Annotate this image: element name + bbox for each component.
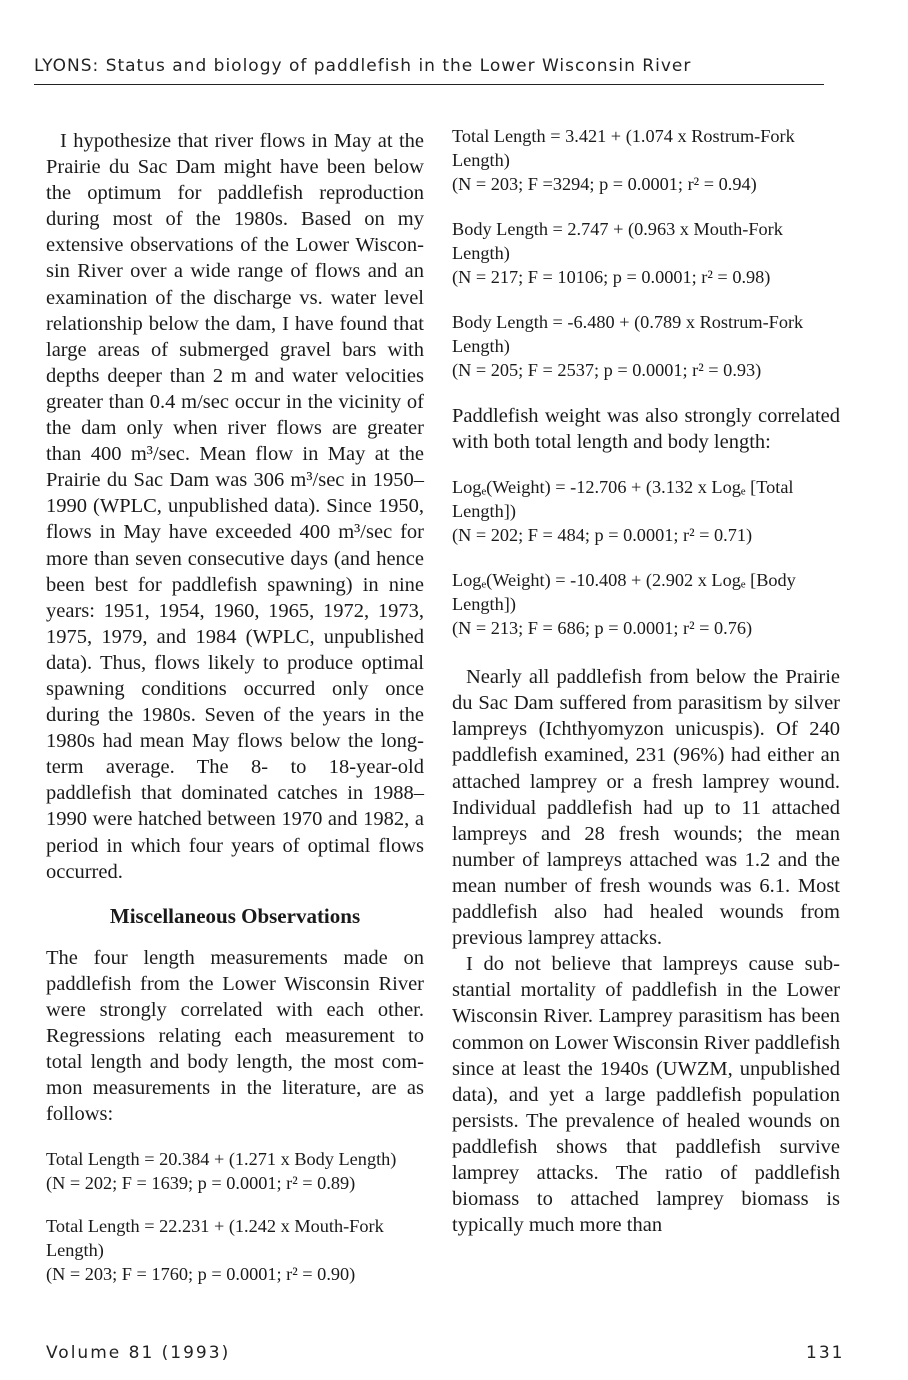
section-heading: Miscellaneous Observations (109, 903, 361, 928)
equation-formula: Logₑ(Weight) = -12.706 + (3.132 x Logₑ [Total Length]) (452, 477, 794, 522)
paragraph-flow-hypothesis: I hypothesize that river flows in May at the Prairie du Sac Dam might have been below the optimum for paddlefish reproduction during most of the 1980s. Based on my extensive observations of the Lower Wisconsin River over a wide range of flows and an examination of the discharge vs. water level relationship below the dam, I have found that large areas of submerged gravel bars with depths deeper than 2 m and water velocities greater than 0.4 m/sec occur in the vicinity of the dam only when river flows are greater than 400 m³/sec. Mean flow in May at the Prairie du Sac Dam was 306 m³/sec in 1950–1990 (WPLC, unpublished data). Since 1950, flows in May have exceeded 400 m³/sec for more than seven consecutive days (and hence been best for paddlefish spawning) in nine years: 1951, 1954, 1960, 1965, 1972, 1973, 1975, 1979, and 1984 (WPLC, unpublished data). Thus, flows likely to produce optimal spawning conditions occurred only once during the 1980s. Seven of the years in the 1980s had mean May flows below the long-term average. The 8- to 18-year-old paddlefish that dominated catches in 1988–1990 were hatched between 1970 and 1982, a period in which four years of optimal flows occurred. (46, 130, 424, 883)
equation-stats: (N = 202; F = 484; p = 0.0001; r² = 0.71) (452, 525, 753, 546)
equation-stats: (N = 203; F = 1760; p = 0.0001; r² = 0.90) (46, 1264, 356, 1285)
volume-footer: Volume 81 (1993) (46, 1343, 231, 1363)
regression-equation (452, 568, 840, 640)
equation-formula: Body Length = -6.480 + (0.789 x Rostrum-Fork Length) (452, 312, 804, 356)
regression-equation (452, 124, 840, 196)
equation-stats: (N = 217; F = 10106; p = 0.0001; r² = 0.98) (452, 267, 771, 287)
header-rule (34, 84, 824, 85)
equation-formula: Body Length = 2.747 + (0.963 x Mouth-Fork Length) (452, 219, 783, 263)
equation-stats: (N = 202; F = 1639; p = 0.0001; r² = 0.89) (46, 1173, 356, 1194)
running-head: LYONS: Status and biology of paddlefish in the Lower Wisconsin River (34, 56, 692, 76)
paragraph-length-measurements: The four length measurements made on paddlefish from the Lower Wisconsin River were strongly correlated with each other. Regressions relating each measurement to total length and body length, the most common measurements in the literature, are as follows: (46, 946, 424, 1126)
equation-stats: (N = 205; F = 2537; p = 0.0001; r² = 0.93) (452, 360, 762, 380)
equation-formula: Total Length = 3.421 + (1.074 x Rostrum-Fork Length) (452, 126, 795, 170)
regression-equation (452, 475, 840, 547)
regression-equation (46, 1147, 424, 1195)
equation-stats: (N = 213; F = 686; p = 0.0001; r² = 0.76) (452, 618, 753, 639)
equation-formula: Total Length = 20.384 + (1.271 x Body Length) (46, 1149, 397, 1170)
equation-stats: (N = 203; F =3294; p = 0.0001; r² = 0.94) (452, 174, 757, 194)
page-number: 131 (806, 1343, 845, 1363)
equation-formula: Total Length = 22.231 + (1.242 x Mouth-Fork Length) (46, 1216, 384, 1261)
paragraph-lamprey-mortality: I do not believe that lampreys cause substantial mortality of paddlefish in the Lower Wisconsin River. Lamprey parasitism has been common on Lower Wisconsin River paddlefish since at least the 1940s (UWZM, unpublished data), and yet a large paddlefish population persists. The prevalence of healed wounds on paddlefish shows that paddlefish survive lamprey attacks. The ratio of paddlefish biomass to attached lamprey biomass is typically much more than (452, 953, 840, 1237)
equation-formula: Logₑ(Weight) = -10.408 + (2.902 x Logₑ [Body Length]) (452, 570, 796, 615)
regression-equation (46, 1214, 424, 1286)
right-column (452, 124, 840, 1238)
regression-equation (452, 310, 840, 382)
regression-equation (452, 217, 840, 289)
paragraph-lamprey-parasitism: Nearly all paddlefish from below the Prairie du Sac Dam suffered from parasitism by silver lampreys (Ichthyomyzon unicuspis). Of 240 paddlefish examined, 231 (96%) had either an attached lamprey or a fresh lamprey wound. Individual paddlefish had up to 11 attached lampreys and 28 fresh wounds; the mean number of lampreys attached was 1.2 and the mean number of fresh wounds was 6.1. Most paddlefish also had healed wounds from previous lamprey attacks. (452, 666, 840, 950)
left-column (46, 128, 424, 1286)
paragraph-weight-correlation: Paddlefish weight was also strongly correlated with both total length and body length: (452, 405, 840, 454)
